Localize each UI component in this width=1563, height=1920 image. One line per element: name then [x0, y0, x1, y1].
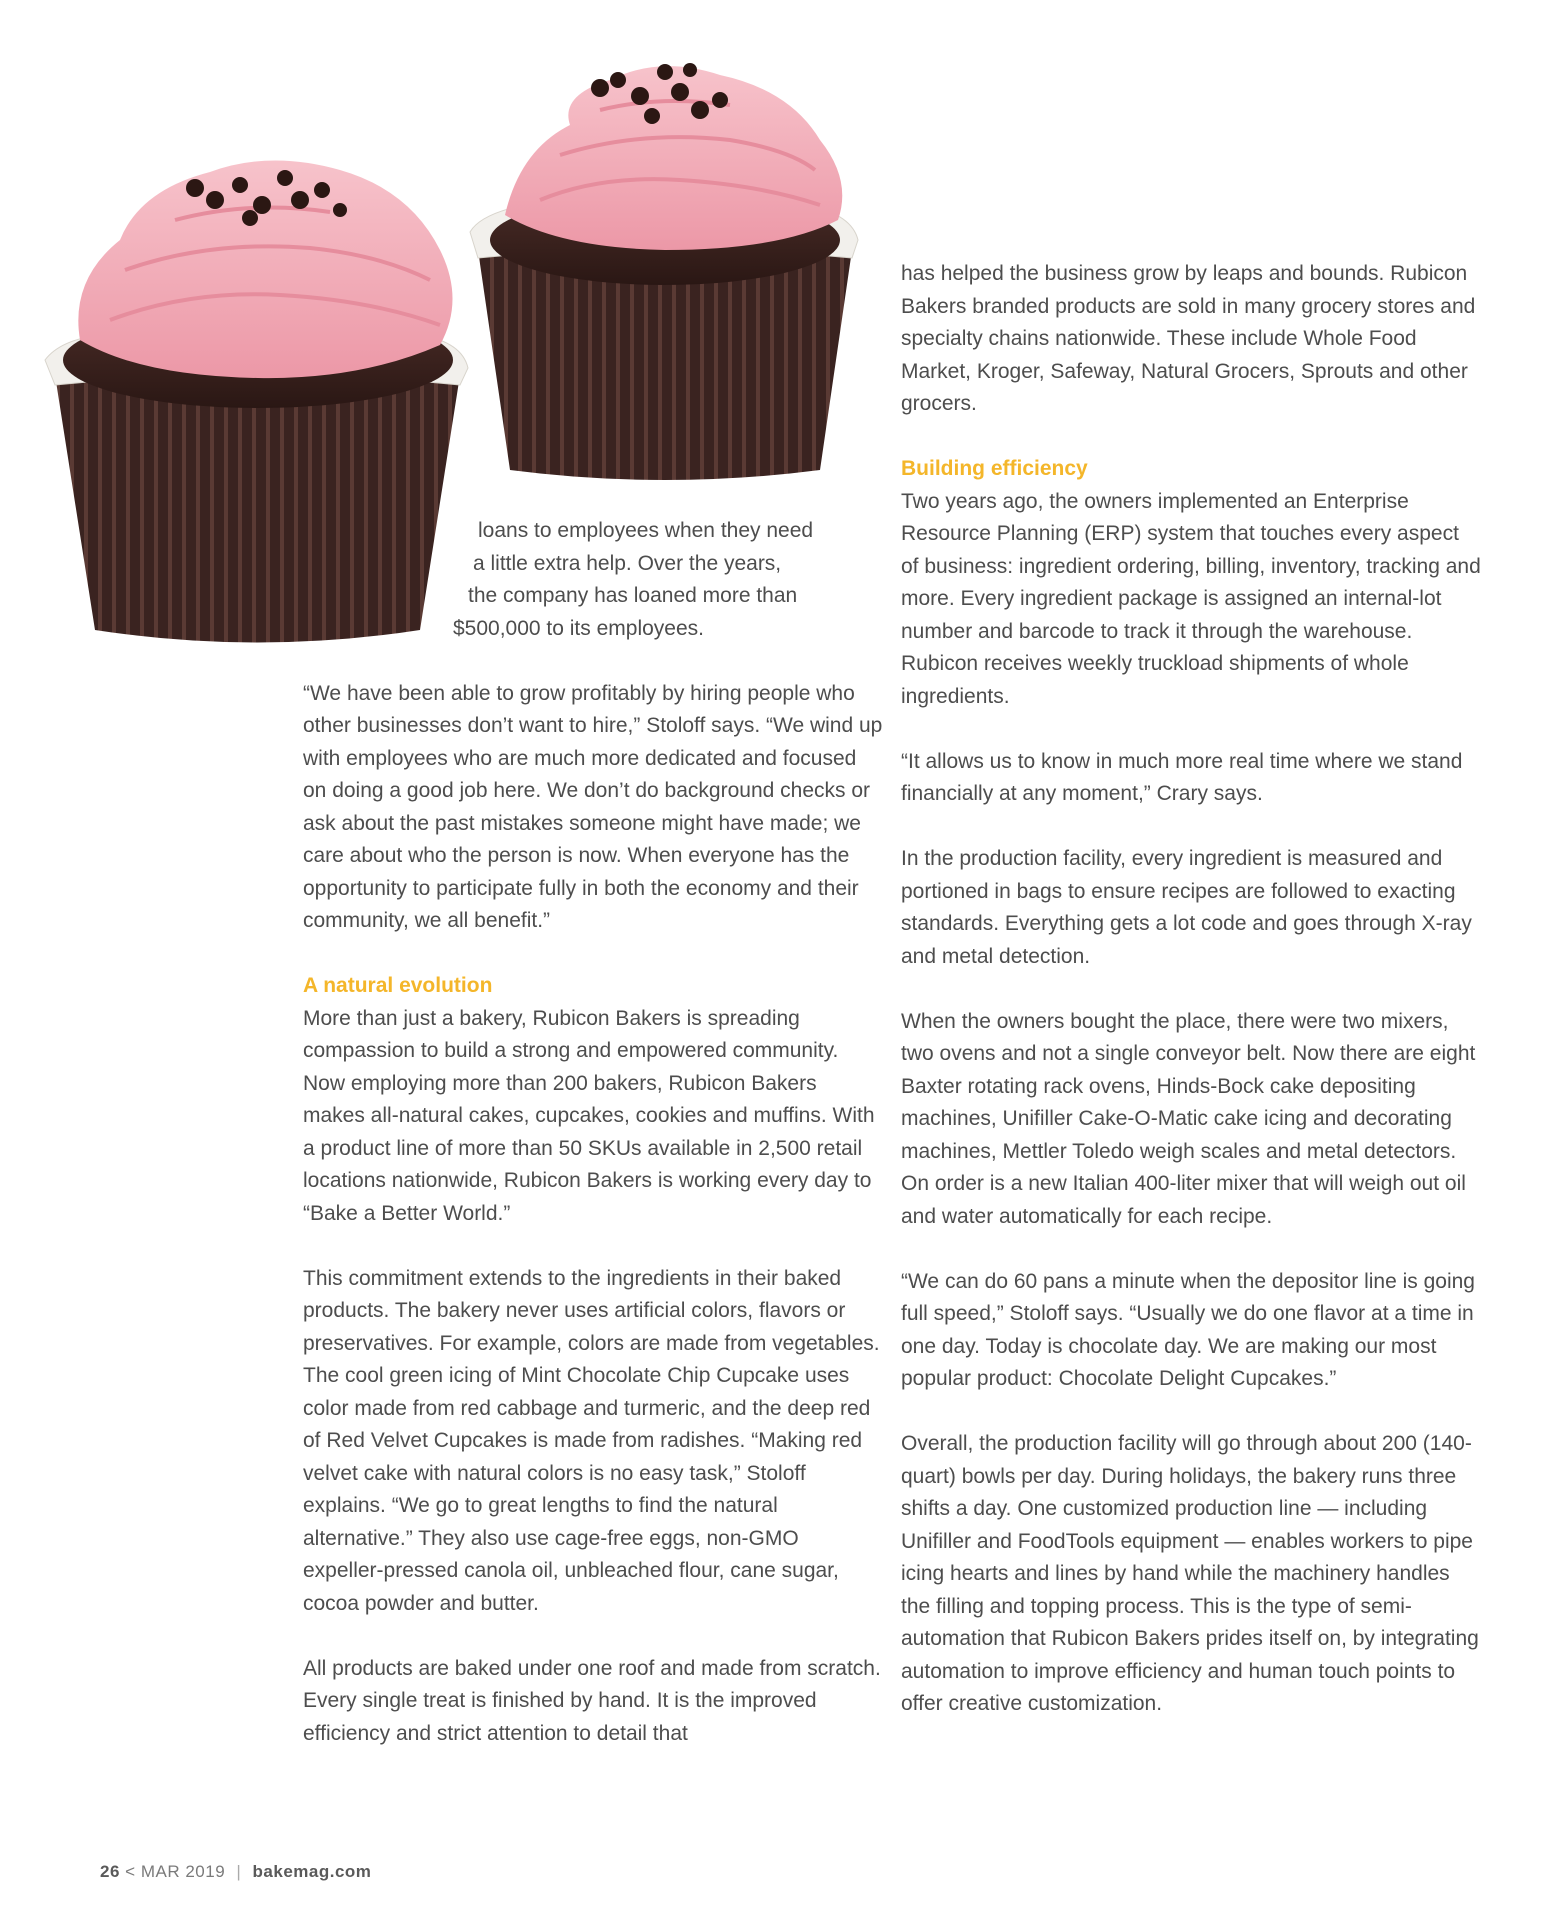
left-column	[303, 515, 883, 1750]
paragraph: Overall, the production facility will go through about 200 (140-quart) bowls per day. During holidays, the bakery runs three shifts a day. One customized production line — including Unifiller and FoodTools equipment — enables workers to pipe icing hearts and lines by hand while the machinery handles the filling and topping process. This is the type of semi-automation that Rubicon Bakers prides itself on, by integrating automation to improve efficiency and human touch points to offer creative customization.	[901, 1432, 1479, 1715]
intro-line: loans to employees when they need	[478, 519, 814, 542]
cupcake-right	[470, 63, 858, 480]
page-folio	[100, 1862, 371, 1882]
intro-line: $500,000 to its employees.	[453, 616, 704, 640]
divider: |	[236, 1862, 242, 1881]
paragraph: has helped the business grow by leaps and bounds. Rubicon Bakers branded products are sold in many grocery stores and specialty chains nationwide. These include Whole Food Market, Kroger, Safeway, Natural Grocers, Sprouts and other grocers.	[901, 262, 1476, 415]
arrow-icon: <	[125, 1862, 136, 1881]
intro-line: a little extra help. Over the years,	[473, 551, 782, 575]
paragraph: All products are baked under one roof and made from scratch. Every single treat is finished by hand. It is the improved efficiency and strict attention to detail that	[303, 1656, 881, 1745]
paragraph: When the owners bought the place, there were two mixers, two ovens and not a single conveyor belt. Now there are eight Baxter rotating rack ovens, Hinds-Bock cake depositing machines, Unifiller Cake-O-Matic cake icing and decorating machines, Mettler Toledo weigh scales and metal detectors. On order is a new Italian 400-liter mixer that will weigh out oil and water automatically for each recipe.	[901, 1009, 1476, 1228]
issue-date: MAR 2019	[140, 1862, 226, 1881]
right-column	[901, 258, 1481, 1721]
paragraph: “We have been able to grow profitably by hiring people who other businesses don’t want to hire,” Stoloff says. “We wind up with employees who are much more dedicated and focused on doing a good job here. We don’t do background checks or ask about the past mistakes someone might have made; we care about who the person is now. When everyone has the opportunity to participate fully in both the economy and their community, we all benefit.”	[303, 681, 883, 932]
paragraph: Two years ago, the owners implemented an Enterprise Resource Planning (ERP) system that touches every aspect of business: ingredient ordering, billing, inventory, tracking and more. Every ingredient package is assigned an internal-lot number and barcode to track it through the warehouse. Rubicon receives weekly truckload shipments of whole ingredients.	[901, 489, 1481, 708]
intro-line: the company has loaned more than	[468, 584, 798, 607]
section-heading: Building efficiency	[901, 457, 1088, 480]
paragraph: This commitment extends to the ingredients in their baked products. The bakery never uses artificial colors, flavors or preservatives. For example, colors are made from vegetables. The cool green icing of Mint Chocolate Chip Cupcake uses color made from red cabbage and turmeric, and the deep red of Red Velvet Cupcakes is made from radishes. “Making red velvet cake with natural colors is no easy task,” Stoloff explains. “We go to great lengths to find the natural alternative.” They also use cage-free eggs, non-GMO expeller-pressed canola oil, unbleached flour, cane sugar, cocoa powder and butter.	[303, 1266, 880, 1615]
paragraph: In the production facility, every ingredient is measured and portioned in bags to ensure recipes are followed to exacting standards. Everything gets a lot code and goes through X-ray and metal detection.	[901, 847, 1472, 968]
page-number: 26	[100, 1862, 120, 1881]
section-heading: A natural evolution	[303, 974, 493, 997]
paragraph: “It allows us to know in much more real time where we stand financially at any moment,” Crary says.	[901, 749, 1463, 805]
paragraph: “We can do 60 pans a minute when the depositor line is going full speed,” Stoloff says. “Usually we do one flavor at a time in one day. Today is chocolate day. We are making our most popular product: Chocolate Delight Cupcakes.”	[901, 1269, 1475, 1390]
website-link[interactable]: bakemag.com	[252, 1862, 372, 1881]
intro-wrapped-text	[303, 515, 883, 645]
paragraph: More than just a bakery, Rubicon Bakers is spreading compassion to build a strong and empowered community. Now employing more than 200 bakers, Rubicon Bakers makes all-natural cakes, cupcakes, cookies and muffins. With a product line of more than 50 SKUs available in 2,500 retail locations nationwide, Rubicon Bakers is working every day to “Bake a Better World.”	[303, 1006, 875, 1225]
